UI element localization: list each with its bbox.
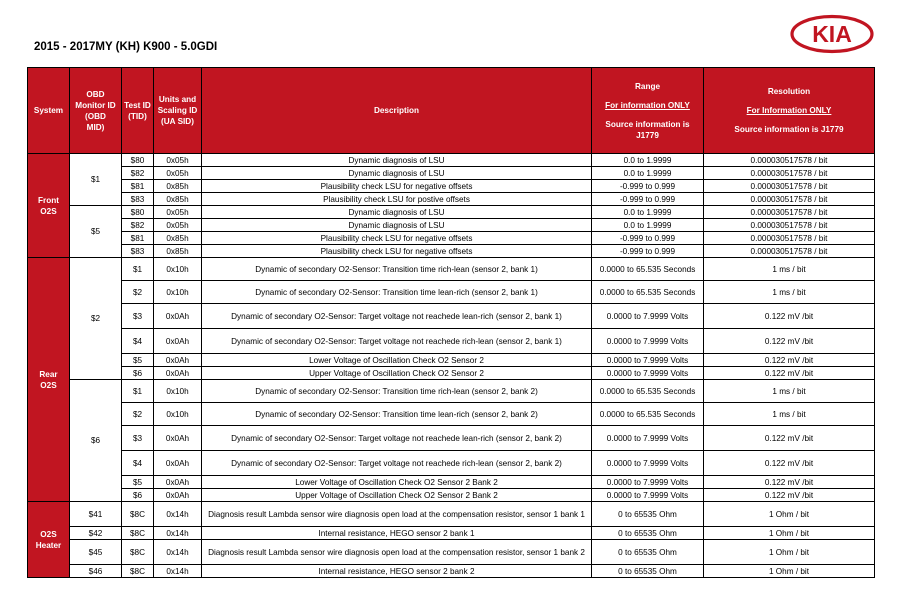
system-name-line: Front: [38, 195, 59, 205]
ua-sid-cell: 0x05h: [154, 219, 202, 232]
description-cell: Dynamic of secondary O2-Sensor: Target voltage not reachede rich-lean (sensor 2, bank 2): [202, 451, 592, 476]
table-row: [28, 540, 875, 565]
header-tid: Test ID (TID): [122, 68, 154, 154]
system-cell: [28, 258, 70, 502]
description-cell: Plausibility check LSU for postive offsets: [202, 193, 592, 206]
description-cell: Dynamic diagnosis of LSU: [202, 219, 592, 232]
resolution-cell: 0.000030517578 / bit: [704, 206, 875, 219]
header-ua-sid: Units and Scaling ID (UA SID): [154, 68, 202, 154]
table-row: [28, 403, 875, 426]
system-cell: [28, 502, 70, 578]
resolution-cell: 0.122 mV /bit: [704, 329, 875, 354]
tid-cell: $83: [122, 245, 154, 258]
table-row: [28, 180, 875, 193]
range-cell: 0.0 to 1.9999: [592, 206, 704, 219]
header-system: System: [28, 68, 70, 154]
description-cell: Dynamic of secondary O2-Sensor: Transition time rich-lean (sensor 2, bank 1): [202, 258, 592, 281]
range-cell: 0 to 65535 Ohm: [592, 527, 704, 540]
tid-cell: $8C: [122, 502, 154, 527]
range-cell: 0.0 to 1.9999: [592, 154, 704, 167]
range-cell: -0.999 to 0.999: [592, 193, 704, 206]
range-cell: 0.0000 to 7.9999 Volts: [592, 329, 704, 354]
tid-cell: $4: [122, 329, 154, 354]
range-cell: -0.999 to 0.999: [592, 232, 704, 245]
ua-sid-cell: 0x0Ah: [154, 354, 202, 367]
resolution-cell: 0.122 mV /bit: [704, 451, 875, 476]
ua-sid-cell: 0x10h: [154, 403, 202, 426]
kia-logo: [790, 14, 874, 54]
description-cell: Dynamic of secondary O2-Sensor: Target voltage not reachede lean-rich (sensor 2, bank 1): [202, 304, 592, 329]
table-row: [28, 380, 875, 403]
ua-sid-cell: 0x14h: [154, 527, 202, 540]
table-row: [28, 489, 875, 502]
description-cell: Diagnosis result Lambda sensor wire diagnosis open load at the compensation resistor, sensor 1 bank 2: [202, 540, 592, 565]
ua-sid-cell: 0x85h: [154, 232, 202, 245]
range-cell: 0.0000 to 7.9999 Volts: [592, 426, 704, 451]
table-row: [28, 565, 875, 578]
ua-sid-cell: 0x0Ah: [154, 476, 202, 489]
ua-sid-cell: 0x14h: [154, 565, 202, 578]
resolution-cell: 0.122 mV /bit: [704, 476, 875, 489]
resolution-cell: 0.000030517578 / bit: [704, 167, 875, 180]
table-row: [28, 426, 875, 451]
resolution-cell: 1 Ohm / bit: [704, 527, 875, 540]
range-cell: 0.0000 to 7.9999 Volts: [592, 489, 704, 502]
description-cell: Plausibility check LSU for negative offsets: [202, 232, 592, 245]
range-cell: 0 to 65535 Ohm: [592, 540, 704, 565]
tid-cell: $82: [122, 167, 154, 180]
system-name-line: O2S: [40, 380, 57, 390]
tid-cell: $80: [122, 154, 154, 167]
tid-cell: $8C: [122, 565, 154, 578]
resolution-cell: 1 ms / bit: [704, 403, 875, 426]
resolution-cell: 0.000030517578 / bit: [704, 232, 875, 245]
table-row: [28, 476, 875, 489]
table-row: [28, 193, 875, 206]
range-cell: -0.999 to 0.999: [592, 245, 704, 258]
table-row: [28, 258, 875, 281]
system-name-line: O2S: [40, 206, 57, 216]
table-row: [28, 219, 875, 232]
ua-sid-cell: 0x10h: [154, 281, 202, 304]
table-row: [28, 154, 875, 167]
range-cell: 0.0000 to 7.9999 Volts: [592, 476, 704, 489]
description-cell: Lower Voltage of Oscillation Check O2 Sensor 2 Bank 2: [202, 476, 592, 489]
table-row: [28, 245, 875, 258]
description-cell: Internal resistance, HEGO sensor 2 bank 1: [202, 527, 592, 540]
range-cell: -0.999 to 0.999: [592, 180, 704, 193]
obd-mid-cell: $41: [70, 502, 122, 527]
range-cell: 0.0000 to 65.535 Seconds: [592, 403, 704, 426]
range-cell: 0 to 65535 Ohm: [592, 565, 704, 578]
obd-mid-cell: $1: [70, 154, 122, 206]
resolution-cell: 0.122 mV /bit: [704, 354, 875, 367]
resolution-cell: 1 ms / bit: [704, 380, 875, 403]
table-row: [28, 329, 875, 354]
header-description: Description: [202, 68, 592, 154]
ua-sid-cell: 0x85h: [154, 193, 202, 206]
resolution-cell: 1 Ohm / bit: [704, 540, 875, 565]
description-cell: Upper Voltage of Oscillation Check O2 Sensor 2: [202, 367, 592, 380]
table-row: [28, 167, 875, 180]
system-name-line: Rear: [39, 369, 58, 379]
table-row: [28, 206, 875, 219]
tid-cell: $3: [122, 304, 154, 329]
tid-cell: $6: [122, 489, 154, 502]
table-row: [28, 354, 875, 367]
resolution-cell: 0.122 mV /bit: [704, 426, 875, 451]
obd-monitor-table: [27, 67, 875, 578]
system-name-line: Heater: [35, 540, 62, 550]
obd-mid-cell: $6: [70, 380, 122, 502]
resolution-cell: 0.000030517578 / bit: [704, 219, 875, 232]
obd-mid-cell: $5: [70, 206, 122, 258]
svg-text:KIA: KIA: [812, 21, 852, 47]
obd-mid-cell: $46: [70, 565, 122, 578]
description-cell: Dynamic of secondary O2-Sensor: Target voltage not reachede lean-rich (sensor 2, bank 2): [202, 426, 592, 451]
ua-sid-cell: 0x05h: [154, 154, 202, 167]
ua-sid-cell: 0x05h: [154, 206, 202, 219]
ua-sid-cell: 0x10h: [154, 258, 202, 281]
ua-sid-cell: 0x0Ah: [154, 451, 202, 476]
ua-sid-cell: 0x85h: [154, 180, 202, 193]
resolution-cell: 0.000030517578 / bit: [704, 154, 875, 167]
tid-cell: $83: [122, 193, 154, 206]
system-cell: [28, 154, 70, 258]
range-cell: 0.0000 to 65.535 Seconds: [592, 258, 704, 281]
obd-mid-cell: $42: [70, 527, 122, 540]
range-cell: 0.0000 to 7.9999 Volts: [592, 354, 704, 367]
system-name-line: O2S: [40, 529, 57, 539]
resolution-cell: 1 ms / bit: [704, 258, 875, 281]
table-row: [28, 527, 875, 540]
tid-cell: $2: [122, 403, 154, 426]
tid-cell: $81: [122, 232, 154, 245]
ua-sid-cell: 0x85h: [154, 245, 202, 258]
obd-mid-cell: $45: [70, 540, 122, 565]
ua-sid-cell: 0x0Ah: [154, 489, 202, 502]
header-obd-mid: OBD Monitor ID (OBD MID): [70, 68, 122, 154]
range-cell: 0.0000 to 7.9999 Volts: [592, 304, 704, 329]
resolution-cell: 1 ms / bit: [704, 281, 875, 304]
description-cell: Dynamic of secondary O2-Sensor: Transition time lean-rich (sensor 2, bank 1): [202, 281, 592, 304]
description-cell: Dynamic diagnosis of LSU: [202, 154, 592, 167]
document-title: 2015 - 2017MY (KH) K900 - 5.0GDI: [34, 41, 218, 53]
ua-sid-cell: 0x0Ah: [154, 329, 202, 354]
ua-sid-cell: 0x0Ah: [154, 367, 202, 380]
table-row: [28, 304, 875, 329]
header-range: Range For information ONLY Source information is J1779: [592, 68, 704, 154]
description-cell: Dynamic of secondary O2-Sensor: Target voltage not reachede rich-lean (sensor 2, bank 1): [202, 329, 592, 354]
description-cell: Dynamic of secondary O2-Sensor: Transition time lean-rich (sensor 2, bank 2): [202, 403, 592, 426]
resolution-cell: 0.000030517578 / bit: [704, 193, 875, 206]
table-row: [28, 502, 875, 527]
range-cell: 0.0 to 1.9999: [592, 167, 704, 180]
range-cell: 0.0000 to 7.9999 Volts: [592, 367, 704, 380]
tid-cell: $8C: [122, 527, 154, 540]
description-cell: Dynamic diagnosis of LSU: [202, 206, 592, 219]
range-cell: 0.0 to 1.9999: [592, 219, 704, 232]
ua-sid-cell: 0x10h: [154, 380, 202, 403]
resolution-cell: 1 Ohm / bit: [704, 565, 875, 578]
table-row: [28, 232, 875, 245]
tid-cell: $1: [122, 380, 154, 403]
table-body: [28, 154, 875, 578]
table-row: [28, 281, 875, 304]
tid-cell: $81: [122, 180, 154, 193]
description-cell: Internal resistance, HEGO sensor 2 bank 2: [202, 565, 592, 578]
tid-cell: $3: [122, 426, 154, 451]
range-cell: 0.0000 to 7.9999 Volts: [592, 451, 704, 476]
tid-cell: $82: [122, 219, 154, 232]
ua-sid-cell: 0x14h: [154, 540, 202, 565]
table-row: [28, 451, 875, 476]
tid-cell: $2: [122, 281, 154, 304]
tid-cell: $5: [122, 476, 154, 489]
resolution-cell: 1 Ohm / bit: [704, 502, 875, 527]
description-cell: Lower Voltage of Oscillation Check O2 Sensor 2: [202, 354, 592, 367]
resolution-cell: 0.122 mV /bit: [704, 304, 875, 329]
tid-cell: $6: [122, 367, 154, 380]
range-cell: 0 to 65535 Ohm: [592, 502, 704, 527]
ua-sid-cell: 0x14h: [154, 502, 202, 527]
ua-sid-cell: 0x05h: [154, 167, 202, 180]
tid-cell: $1: [122, 258, 154, 281]
description-cell: Dynamic diagnosis of LSU: [202, 167, 592, 180]
description-cell: Plausibility check LSU for negative offsets: [202, 180, 592, 193]
ua-sid-cell: 0x0Ah: [154, 426, 202, 451]
range-cell: 0.0000 to 65.535 Seconds: [592, 281, 704, 304]
resolution-cell: 0.122 mV /bit: [704, 489, 875, 502]
tid-cell: $80: [122, 206, 154, 219]
ua-sid-cell: 0x0Ah: [154, 304, 202, 329]
obd-mid-cell: $2: [70, 258, 122, 380]
header-resolution: Resolution For Information ONLY Source information is J1779: [704, 68, 875, 154]
description-cell: Diagnosis result Lambda sensor wire diagnosis open load at the compensation resistor, sensor 1 bank 1: [202, 502, 592, 527]
resolution-cell: 0.000030517578 / bit: [704, 245, 875, 258]
tid-cell: $4: [122, 451, 154, 476]
description-cell: Plausibility check LSU for negative offsets: [202, 245, 592, 258]
resolution-cell: 0.122 mV /bit: [704, 367, 875, 380]
description-cell: Upper Voltage of Oscillation Check O2 Sensor 2 Bank 2: [202, 489, 592, 502]
tid-cell: $5: [122, 354, 154, 367]
range-cell: 0.0000 to 65.535 Seconds: [592, 380, 704, 403]
description-cell: Dynamic of secondary O2-Sensor: Transition time rich-lean (sensor 2, bank 2): [202, 380, 592, 403]
table-row: [28, 367, 875, 380]
tid-cell: $8C: [122, 540, 154, 565]
resolution-cell: 0.000030517578 / bit: [704, 180, 875, 193]
